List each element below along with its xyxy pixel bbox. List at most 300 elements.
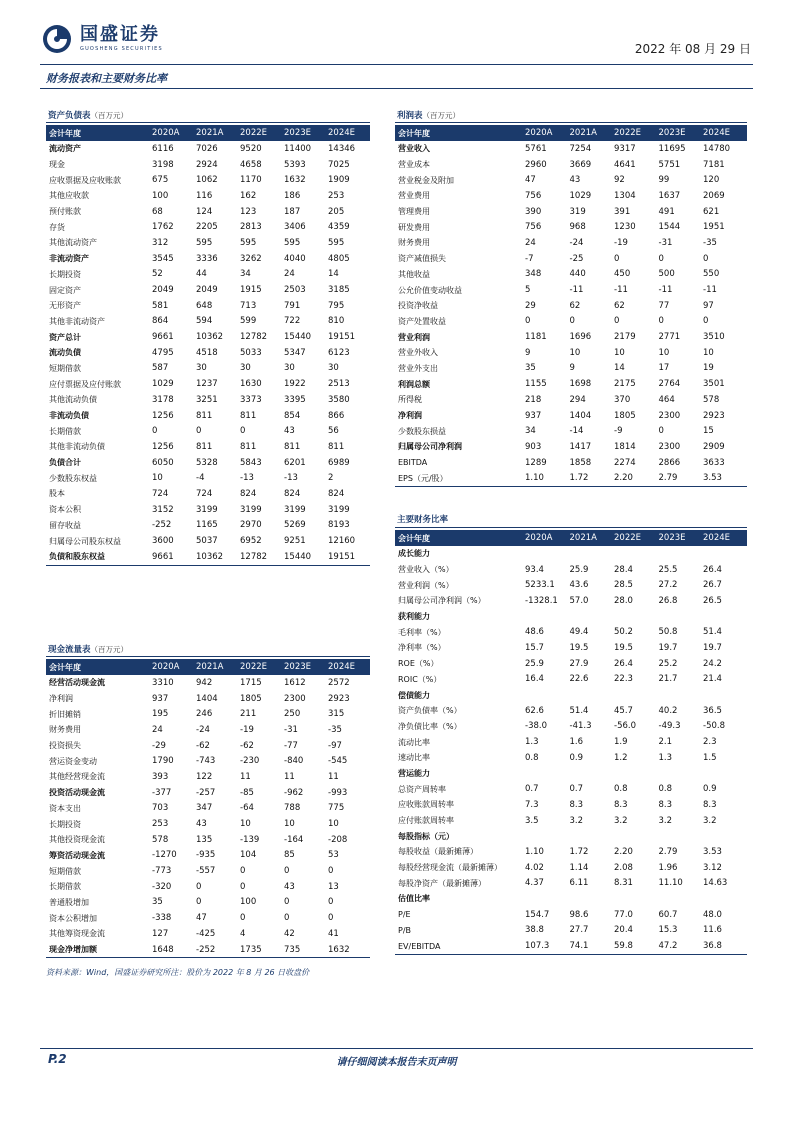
row-value: 2923 (328, 693, 350, 704)
row-label: 普通股增加 (49, 897, 89, 907)
row-label: 营业利润（%） (398, 580, 454, 590)
row-value: 9661 (152, 332, 174, 343)
row-value: 9 (569, 363, 575, 374)
header-year-cell: 2021A (569, 533, 597, 543)
row-value: 1.72 (569, 473, 589, 484)
row-label: 其他投资现金流 (49, 835, 105, 845)
row-value: 92 (614, 175, 625, 186)
row-value: 25.9 (569, 564, 589, 575)
row-value: 122 (196, 771, 213, 782)
row-value: -4 (196, 473, 205, 484)
row-value: 735 (284, 944, 301, 955)
row-value: 2.20 (614, 473, 633, 484)
row-value: 2069 (703, 190, 725, 201)
row-value: 43 (569, 175, 581, 186)
row-value: 595 (284, 237, 301, 248)
row-value: 21.4 (703, 674, 722, 685)
row-value: 3580 (328, 394, 350, 405)
row-value: 24 (284, 269, 295, 280)
row-label: 长期借款 (49, 426, 81, 436)
row-value: 1304 (614, 190, 636, 201)
table-row (46, 408, 370, 424)
row-value: 3152 (152, 504, 174, 515)
row-label: 归属母公司股东权益 (49, 536, 121, 546)
row-value: 135 (196, 834, 213, 845)
table-header-row (395, 125, 747, 141)
row-label: 总资产周转率 (398, 784, 446, 794)
table-row (46, 910, 370, 926)
row-value: 791 (284, 300, 301, 311)
report-date: 2022 年 08 月 29 日 (634, 42, 751, 56)
row-value: 123 (240, 206, 257, 217)
header-year-cell: 2022E (614, 128, 642, 138)
table-header-row (46, 125, 370, 141)
row-label: 少数股东损益 (398, 426, 446, 436)
row-value: 11695 (658, 143, 686, 154)
row-value: 6050 (152, 457, 174, 468)
table-row (395, 719, 747, 735)
row-value: 1544 (658, 222, 681, 233)
table-row (46, 282, 370, 298)
row-value: 578 (152, 834, 169, 845)
row-value: 15440 (284, 551, 312, 562)
table-row (395, 141, 747, 157)
row-value: -11 (614, 285, 628, 296)
header-year-cell: 2022E (614, 533, 642, 543)
footer-divider (40, 1048, 753, 1049)
row-value: 62.6 (525, 705, 544, 716)
row-value: 97 (703, 300, 714, 311)
table-row (46, 942, 370, 958)
row-label: 每股经营现金流（最新摊薄） (398, 863, 502, 873)
row-label: 资本公积增加 (49, 913, 97, 923)
row-value: 50.8 (658, 627, 678, 638)
row-value: 6.11 (569, 878, 589, 889)
row-value: 5033 (240, 347, 262, 358)
row-value: 2970 (240, 520, 262, 531)
row-value: 30 (328, 363, 339, 374)
row-value: -935 (196, 850, 216, 861)
row-value: 1858 (569, 457, 592, 468)
row-value: 62 (569, 300, 581, 311)
row-value: 1029 (152, 379, 174, 390)
table-row (46, 423, 370, 439)
row-value: 811 (240, 441, 257, 452)
row-value: -35 (703, 237, 717, 248)
row-value: 2300 (658, 441, 681, 452)
row-label: 净利润 (398, 411, 422, 421)
row-value: -29 (152, 740, 166, 751)
row-label: 现金净增加额 (49, 945, 97, 955)
row-value: 1915 (240, 285, 262, 296)
header-year-cell: 2024E (703, 128, 731, 138)
table-row (395, 624, 747, 640)
row-value: 0 (196, 426, 202, 437)
row-value: 1404 (196, 693, 218, 704)
row-value: 62 (614, 300, 625, 311)
row-value: 1256 (152, 410, 174, 421)
row-value: 68 (152, 206, 163, 217)
row-value: 1.5 (703, 752, 717, 763)
row-value: -557 (196, 866, 216, 877)
row-label: 资产处置收益 (398, 316, 446, 326)
row-value: 2205 (196, 222, 218, 233)
header-year-cell: 2023E (284, 128, 312, 138)
row-value: 2.3 (703, 737, 717, 748)
row-value: 393 (152, 771, 169, 782)
table-row (395, 734, 747, 750)
row-value: 3251 (196, 394, 218, 405)
row-value: 10362 (196, 332, 224, 343)
row-value: 348 (525, 269, 542, 280)
row-value: 187 (284, 206, 301, 217)
row-value: 25.9 (525, 658, 544, 669)
table-row (46, 204, 370, 220)
row-value: 0 (284, 897, 290, 908)
row-value: 5843 (240, 457, 262, 468)
row-label: 每股指标（元） (398, 831, 454, 841)
row-value: -14 (569, 426, 584, 437)
table-row (395, 439, 747, 455)
row-value: 77.0 (614, 909, 633, 920)
row-value: 1.3 (525, 737, 539, 748)
row-value: 53 (328, 850, 339, 861)
header-year-cell: 2024E (328, 662, 356, 672)
row-value: 9317 (614, 143, 636, 154)
row-value: 0 (569, 316, 575, 327)
table-row (46, 926, 370, 942)
row-value: 3199 (196, 504, 218, 515)
row-value: 5761 (525, 143, 547, 154)
row-label: 财务费用 (398, 238, 430, 248)
row-value: -13 (240, 473, 254, 484)
row-value: 43 (196, 819, 207, 830)
table-row (395, 455, 747, 471)
row-value: 0.7 (569, 784, 584, 795)
row-value: 3185 (328, 285, 350, 296)
row-value: 1909 (328, 175, 350, 186)
row-label: 短期借款 (49, 363, 81, 373)
row-label: 非流动资产 (49, 254, 89, 264)
row-value: 7026 (196, 143, 218, 154)
row-value: -50.8 (703, 721, 725, 732)
table-row (46, 738, 370, 754)
row-value: -230 (240, 756, 260, 767)
table-bottom-rule (395, 486, 747, 487)
table-row (395, 235, 747, 251)
table-row (395, 251, 747, 267)
table-row (46, 251, 370, 267)
row-value: 2513 (328, 379, 350, 390)
row-value: -24 (569, 237, 584, 248)
row-value: 464 (658, 394, 675, 405)
table-row (395, 797, 747, 813)
row-value: 19.7 (703, 642, 722, 653)
row-value: 3199 (240, 504, 262, 515)
row-value: 0 (328, 866, 334, 877)
row-value: 2764 (658, 379, 681, 390)
row-label: 营业外收入 (398, 348, 438, 358)
row-value: 47.2 (658, 941, 678, 952)
row-value: 903 (525, 441, 542, 452)
row-label: 营业税金及附加 (398, 175, 454, 185)
row-value: 14346 (328, 143, 356, 154)
row-label: 投资活动现金流 (49, 788, 105, 798)
table-row (395, 609, 747, 625)
row-value: 27.2 (658, 580, 678, 591)
row-label: 所得税 (398, 395, 422, 405)
row-value: 4795 (152, 347, 174, 358)
row-value: -7 (525, 253, 534, 264)
table-row (395, 546, 747, 562)
row-value: 0 (196, 897, 202, 908)
row-value: 0 (196, 881, 202, 892)
row-value: 6201 (284, 457, 306, 468)
row-label: 负债和股东权益 (49, 552, 105, 562)
row-value: 440 (569, 269, 586, 280)
row-value: 74.1 (569, 941, 589, 952)
row-value: -320 (152, 881, 172, 892)
row-value: 0 (152, 426, 158, 437)
row-value: 1.9 (614, 737, 628, 748)
row-label: 资产总计 (49, 332, 81, 342)
row-label: 股本 (49, 489, 65, 499)
row-label: 短期借款 (49, 866, 81, 876)
table-title (395, 109, 747, 123)
header-year-cell: 2023E (658, 128, 686, 138)
row-value: -19 (240, 724, 254, 735)
footer-disclaimer: 请仔细阅读本报告末页声明 (336, 1057, 457, 1068)
row-label: 净负债比率（%） (398, 721, 462, 731)
table-title-text: 现金流量表 (48, 645, 91, 655)
row-value: 40.2 (658, 705, 678, 716)
row-value: 35 (152, 897, 163, 908)
table-row (46, 816, 370, 832)
row-value: 3600 (152, 536, 174, 547)
row-value: 19.5 (569, 642, 589, 653)
row-value: 1237 (196, 379, 218, 390)
row-value: 21.7 (658, 674, 678, 685)
row-value: 60.7 (658, 909, 678, 920)
row-value: 722 (284, 316, 301, 327)
row-value: 5 (525, 285, 531, 296)
row-value: 154.7 (525, 909, 550, 920)
row-value: 48.0 (703, 909, 722, 920)
row-value: 1181 (525, 332, 547, 343)
row-label: 非流动负债 (49, 411, 89, 421)
row-value: -11 (569, 285, 584, 296)
row-value: 1155 (525, 379, 547, 390)
row-value: 253 (328, 190, 345, 201)
row-value: 3501 (703, 379, 725, 390)
row-value: 2274 (614, 457, 636, 468)
row-label: 归属母公司净利润 (398, 442, 462, 452)
table-row (395, 844, 747, 860)
row-label: 预付账款 (49, 207, 81, 217)
row-value: 3373 (240, 394, 262, 405)
table-row (46, 879, 370, 895)
logo-chinese-name: 国盛证券 (80, 24, 160, 45)
row-value: 1805 (614, 410, 636, 421)
row-value: 124 (196, 206, 213, 217)
row-value: 1.10 (525, 846, 544, 857)
row-value: 22.6 (569, 674, 589, 685)
table-row (46, 769, 370, 785)
row-value: 3545 (152, 253, 174, 264)
row-label: 公允价值变动收益 (398, 285, 462, 295)
row-value: 811 (196, 410, 213, 421)
table-row (395, 938, 747, 954)
row-value: 1.2 (614, 752, 628, 763)
table-row (46, 314, 370, 330)
table-bottom-rule (46, 957, 370, 958)
row-value: 15.3 (658, 925, 678, 936)
row-value: 3262 (240, 253, 262, 264)
row-label: 长期借款 (49, 882, 81, 892)
row-value: -993 (328, 787, 348, 798)
page-number: P.2 (48, 1052, 67, 1066)
row-value: -31 (284, 724, 298, 735)
row-value: 30 (284, 363, 295, 374)
table-row (395, 267, 747, 283)
row-label: 经营活动现金流 (49, 678, 105, 688)
row-value: 756 (525, 190, 542, 201)
row-value: 0 (658, 426, 664, 437)
row-label: 净利率（%） (398, 643, 446, 653)
row-value: 1170 (240, 175, 262, 186)
row-value: 9520 (240, 143, 262, 154)
row-value: 10 (703, 347, 714, 358)
row-value: -11 (658, 285, 673, 296)
row-value: 19151 (328, 332, 356, 343)
row-value: -9 (614, 426, 623, 437)
row-value: 1805 (240, 693, 262, 704)
row-value: 0 (703, 253, 709, 264)
row-value: -77 (284, 740, 298, 751)
row-value: 811 (240, 410, 257, 421)
row-label: 折旧摊销 (49, 709, 81, 719)
row-label: 其他流动负债 (49, 395, 97, 405)
row-value: 10 (240, 819, 251, 830)
row-value: 10 (658, 347, 670, 358)
row-value: 3.2 (703, 815, 717, 826)
row-value: 866 (328, 410, 345, 421)
row-value: 43 (284, 426, 295, 437)
row-label: 营业成本 (398, 160, 430, 170)
row-value: -962 (284, 787, 304, 798)
row-value: -840 (284, 756, 304, 767)
row-label: 应收账款周转率 (398, 800, 454, 810)
row-label: 负债合计 (49, 458, 81, 468)
row-value: 19 (703, 363, 714, 374)
row-label: 资本支出 (49, 803, 81, 813)
income-statement-table (395, 109, 747, 487)
row-value: 824 (284, 488, 301, 499)
row-value: 824 (240, 488, 257, 499)
row-value: 1.72 (569, 846, 589, 857)
row-label: 营业收入（%） (398, 565, 454, 575)
table-header-row (46, 659, 370, 675)
row-value: 19.7 (658, 642, 678, 653)
header-label-cell: 会计年度 (398, 533, 430, 543)
row-value: 8.3 (614, 799, 628, 810)
table-title-text: 主要财务比率 (397, 515, 449, 525)
row-value: 99 (658, 175, 670, 186)
table-row (395, 314, 747, 330)
row-value: 7181 (703, 159, 725, 170)
row-value: 36.5 (703, 705, 722, 716)
row-label: 每股收益（最新摊薄） (398, 847, 478, 857)
row-value: 48.6 (525, 627, 544, 638)
table-row (46, 706, 370, 722)
row-value: 4805 (328, 253, 350, 264)
row-value: 3310 (152, 677, 174, 688)
row-value: 500 (658, 269, 675, 280)
row-value: 824 (328, 488, 345, 499)
row-value: 26.4 (703, 564, 722, 575)
row-value: -25 (569, 253, 584, 264)
row-value: 550 (703, 269, 720, 280)
header-label-cell: 会计年度 (49, 662, 81, 672)
row-value: 47 (525, 175, 536, 186)
row-value: 10 (328, 819, 339, 830)
row-value: -164 (284, 834, 304, 845)
row-value: 0 (658, 316, 664, 327)
table-row (46, 691, 370, 707)
row-label: 营业利润 (398, 332, 430, 342)
table-row (395, 204, 747, 220)
table-row (395, 593, 747, 609)
row-label: 估值比率 (398, 894, 430, 904)
row-value: -62 (196, 740, 210, 751)
row-value: 2866 (658, 457, 681, 468)
row-value: 1951 (703, 222, 725, 233)
table-row (395, 907, 747, 923)
row-value: 595 (196, 237, 213, 248)
row-value: 0 (614, 253, 620, 264)
row-value: 85 (284, 850, 295, 861)
row-value: 2049 (196, 285, 218, 296)
row-value: 19.5 (614, 642, 633, 653)
row-value: 810 (328, 316, 345, 327)
row-value: 1.10 (525, 473, 544, 484)
table-row (46, 675, 370, 691)
table-row (395, 860, 747, 876)
table-row (395, 781, 747, 797)
row-value: 3199 (284, 504, 306, 515)
row-value: 47 (196, 913, 207, 924)
company-logo (42, 24, 163, 54)
row-value: 756 (525, 222, 542, 233)
table-row (395, 562, 747, 578)
row-value: 2813 (240, 222, 262, 233)
row-value: 854 (284, 410, 301, 421)
row-value: 56 (328, 426, 339, 437)
table-bottom-rule (395, 954, 747, 955)
row-value: -56.0 (614, 721, 636, 732)
row-value: 1230 (614, 222, 636, 233)
row-label: EPS（元/股） (398, 473, 448, 483)
row-value: 45.7 (614, 705, 633, 716)
row-value: 3.5 (525, 815, 539, 826)
header-year-cell: 2024E (703, 533, 731, 543)
row-value: 2909 (703, 441, 725, 452)
row-value: 1029 (569, 190, 592, 201)
row-value: 27.9 (569, 658, 589, 669)
row-label: 成长能力 (398, 549, 430, 559)
table-row (46, 848, 370, 864)
row-value: 968 (569, 222, 586, 233)
